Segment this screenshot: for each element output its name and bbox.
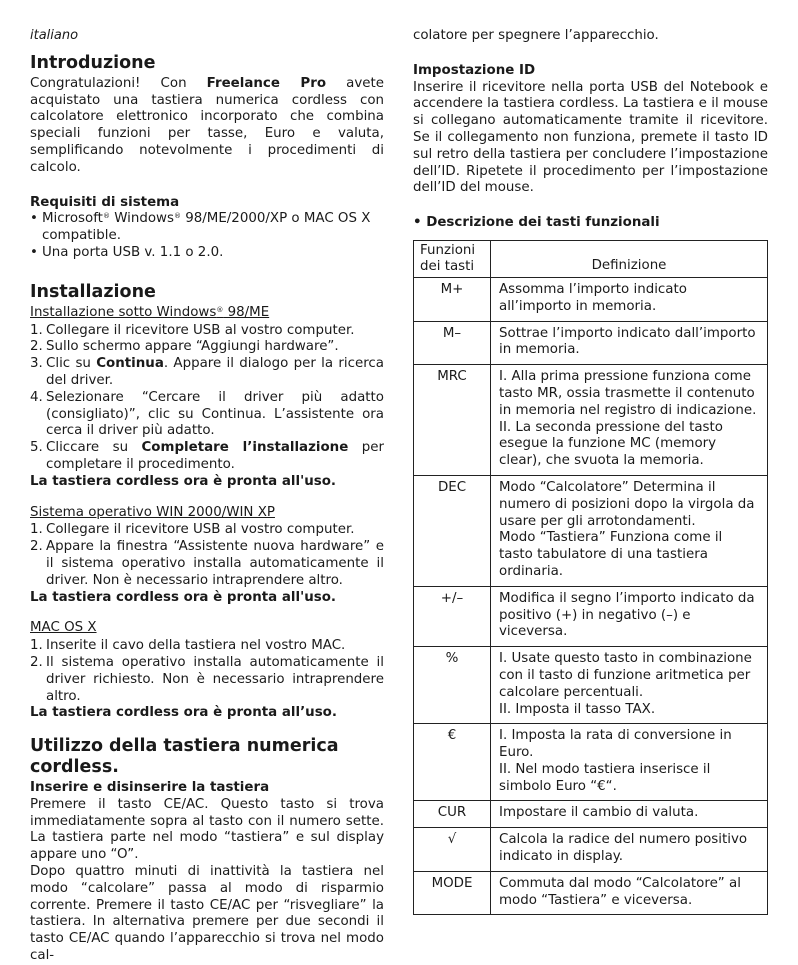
function-keys-heading: • Descrizione dei tasti funzionali [413, 215, 660, 231]
win2000-subheading: Sistema operativo WIN 2000/WIN XP [30, 504, 275, 520]
list-item: 3. Clic su Continua. Appare il dialogo per la ricerca del driver. [30, 356, 384, 388]
table-row [414, 365, 768, 476]
definition-cell: I. Imposta la rata di conversione in Euro. II. Nel modo tastiera inserisce il simbolo Euro “€“. [491, 724, 768, 801]
onoff-paragraph: Premere il tasto CE/AC. Questo tasto si trova immediatamente sopra al tasto con il numero sette. La tastiera parte nel modo “tastiera” e sul display appare uno “O”. [30, 796, 384, 863]
step-text: Collegare il ricevitore USB al vostro computer. [46, 522, 355, 538]
win2000-steps [30, 522, 384, 589]
definition-cell: Assomma l’importo indicato all’importo in memoria. [491, 277, 768, 321]
brand-name: Freelance Pro [206, 75, 327, 91]
key-cell: % [414, 647, 491, 724]
list-item: 1. Collegare il ricevitore USB al vostro computer. [30, 522, 355, 538]
header-key: Funzioni dei tasti [414, 240, 491, 277]
right-column [413, 28, 768, 915]
table-row [414, 801, 768, 828]
table-header-row [414, 240, 768, 277]
step-text: Collegare il ricevitore USB al vostro computer. [46, 322, 355, 338]
table-row [414, 724, 768, 801]
key-cell: MODE [414, 871, 491, 915]
list-item: 2. Il sistema operativo installa automaticamente il driver richiesto. Non è necessario intraprendere altro. [30, 654, 384, 704]
definition-cell: Sottrae l’importo indicato dall’importo in memoria. [491, 321, 768, 365]
table-row [414, 586, 768, 646]
language-label: italiano [30, 28, 79, 43]
definition-cell: Modifica il segno l’importo indicato da positivo (+) in negativo (–) e viceversa. [491, 586, 768, 646]
list-item: 2. Sullo schermo appare “Aggiungi hardware”. [30, 339, 339, 355]
key-cell: +/– [414, 586, 491, 646]
requirement-text: Microsoft® Windows® 98/ME/2000/XP o MAC OS X compatible. [42, 211, 371, 244]
usage-heading: Utilizzo della tastiera numerica cordless. [30, 736, 339, 778]
key-cell: MRC [414, 365, 491, 476]
key-cell: € [414, 724, 491, 801]
continued-text: colatore per spegnere l’apparecchio. [413, 28, 659, 43]
step-text: Selezionare “Cercare il driver più adatto (consigliato)”, clic su Continua. L’assistente ora cerca il driver più adatto. [46, 389, 384, 439]
intro-text-end: avete acquistato una tastiera numerica cordless con calcolatore elettronico incorporato che combina speciali funzioni per tasse, Euro e valuta, semplificando notevolmente i procedimenti di calcolo. [30, 75, 385, 175]
function-keys-table [413, 240, 768, 916]
emphasized-text: Continua [96, 356, 164, 372]
table-row [414, 475, 768, 586]
key-cell: CUR [414, 801, 491, 828]
intro-paragraph [30, 76, 384, 177]
list-item: 1. Inserite il cavo della tastiera nel vostro MAC. [30, 638, 346, 654]
emphasized-text: Completare l’installazione [141, 440, 349, 456]
list-item: 1. Collegare il ricevitore USB al vostro computer. [30, 322, 355, 338]
intro-text-start: Congratulazioni! Con [30, 75, 207, 91]
onoff-paragraph-2: Dopo quattro minuti di inattività la tastiera nel modo “calcolare” passa al modo di risparmio corrente. Premere il tasto CE/AC per “risvegliare” la tastiera. In alternativa premere per due secondi il tasto CE/AC quando l’apparecchio si trova nel modo cal- [30, 864, 384, 964]
step-text: Clic su Continua. Appare il dialogo per la ricerca del driver. [46, 356, 384, 388]
id-setup-heading: Impostazione ID [413, 62, 536, 78]
table-row [414, 647, 768, 724]
intro-heading: Introduzione [30, 52, 156, 73]
list-item: 5. Cliccare su Completare l’installazione per completare il procedimento. [30, 440, 384, 472]
step-text: Sullo schermo appare “Aggiungi hardware”. [46, 339, 339, 355]
requirement-text: Una porta USB v. 1.1 o 2.0. [42, 244, 224, 260]
table-row [414, 277, 768, 321]
table-row [414, 828, 768, 872]
requirements-heading: Requisiti di sistema [30, 194, 180, 210]
requirement-item: • Microsoft® Windows® 98/ME/2000/XP o MAC OS X compatible. [30, 211, 371, 244]
definition-cell: Impostare il cambio di valuta. [491, 801, 768, 828]
definition-cell: Calcola la radice del numero positivo indicato in display. [491, 828, 768, 872]
list-item: 4. Selezionare “Cercare il driver più adatto (consigliato)”, clic su Continua. L’assistente ora cerca il driver più adatto. [30, 389, 384, 439]
header-definition: Definizione [491, 240, 768, 277]
installation-heading: Installazione [30, 281, 156, 302]
ready-notice: La tastiera cordless ora è pronta all’uso. [30, 705, 337, 721]
ready-notice: La tastiera cordless ora è pronta all'uso. [30, 589, 336, 605]
definition-cell: I. Alla prima pressione funziona come tasto MR, ossia trasmette il contenuto in memoria nel registro di indicazione. II. La seconda pressione del tasto esegue la funzione MC (memory clear), che svuota la memoria. [491, 365, 768, 476]
table-row [414, 321, 768, 365]
ready-notice: La tastiera cordless ora è pronta all'uso. [30, 473, 336, 489]
win98-subheading: Installazione sotto Windows® 98/ME [30, 304, 270, 320]
step-text: Appare la finestra “Assistente nuova hardware” e il sistema operativo installa automaticamente il driver. Non è necessario intraprendere altro. [46, 539, 384, 588]
function-keys-heading-text: Descrizione dei tasti funzionali [426, 215, 660, 231]
definition-cell: I. Usate questo tasto in combinazione con il tasto di funzione aritmetica per calcolare percentuali. II. Imposta il tasso TAX. [491, 647, 768, 724]
requirement-item: • Una porta USB v. 1.1 o 2.0. [30, 244, 224, 260]
key-cell: M– [414, 321, 491, 365]
step-text: Cliccare su Completare l’installazione per completare il procedimento. [46, 440, 384, 472]
definition-cell: Modo “Calcolatore” Determina il numero di posizioni dopo la virgola da usare per gli arrotondamenti. Modo “Tastiera” Funziona come il tasto tabulatore di una tastiera ordinaria. [491, 475, 768, 586]
table-row [414, 871, 768, 915]
key-cell: DEC [414, 475, 491, 586]
key-cell: M+ [414, 277, 491, 321]
macos-steps [30, 638, 384, 705]
step-text: Inserite il cavo della tastiera nel vostro MAC. [46, 638, 346, 654]
macos-subheading: MAC OS X [30, 620, 97, 636]
onoff-heading: Inserire e disinserire la tastiera [30, 780, 270, 796]
id-setup-paragraph: Inserire il ricevitore nella porta USB del Notebook e accendere la tastiera cordless. La tastiera e il mouse si collegano automaticamente tramite il ricevitore. Se il collegamento non funziona, premete il tasto ID sul retro della tastiera per concludere l’impostazione dell’ID. Ripetete il procedimento per l’impostazione dell’ID del mouse. [413, 79, 768, 196]
left-column [30, 28, 384, 965]
definition-cell: Commuta dal modo “Calcolatore” al modo “Tastiera” e viceversa. [491, 871, 768, 915]
key-cell: √ [414, 828, 491, 872]
list-item: 2. Appare la finestra “Assistente nuova hardware” e il sistema operativo installa automaticamente il driver. Non è necessario intraprendere altro. [30, 539, 384, 588]
step-text: Il sistema operativo installa automaticamente il driver richiesto. Non è necessario intraprendere altro. [46, 654, 384, 704]
requirements-list [30, 211, 384, 261]
win98-steps [30, 323, 384, 474]
